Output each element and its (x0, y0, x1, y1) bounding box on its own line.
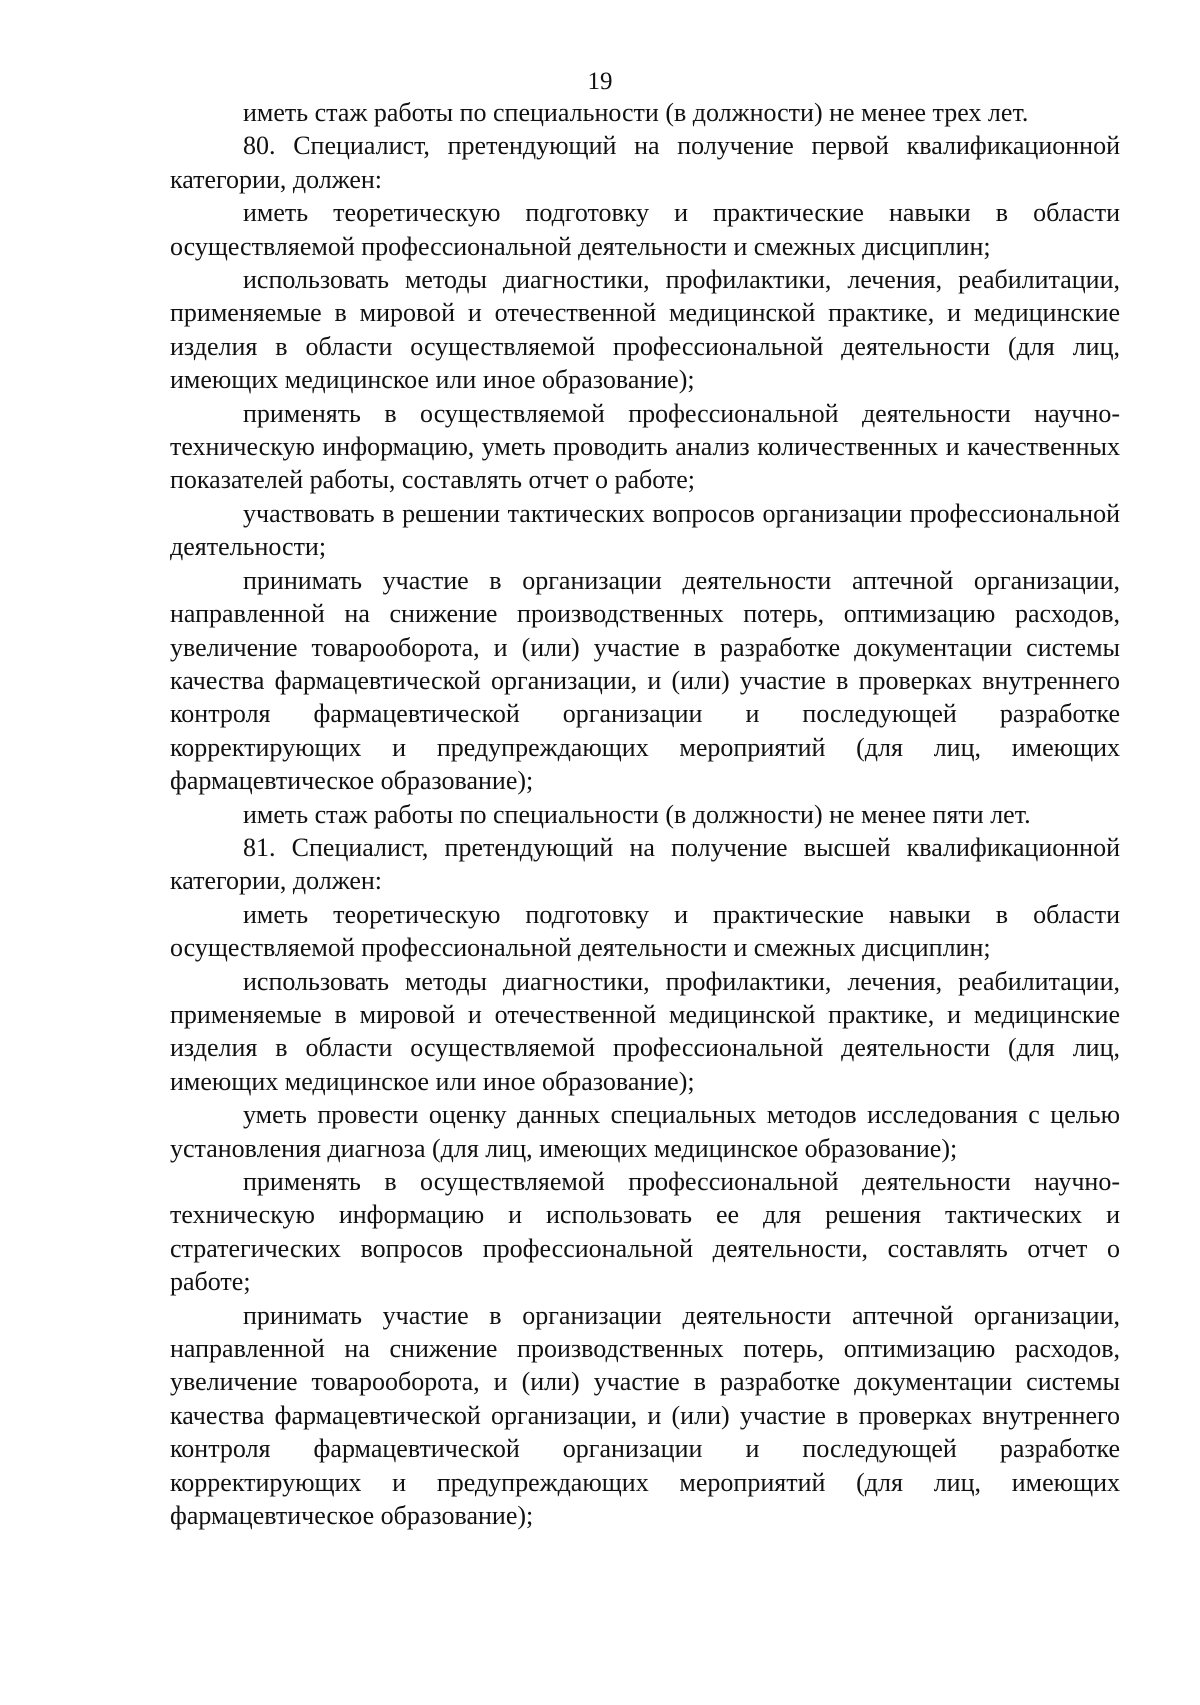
paragraph: 80. Специалист, претендующий на получение первой квалификационной категории, должен: (170, 131, 1120, 194)
paragraph: использовать методы диагностики, профилактики, лечения, реабилитации, применяемые в мировой и отечественной медицинской практике, и медицинские изделия в области осуществляемой профессиональной деятельности (для лиц, имеющих медицинское или иное образование); (170, 966, 1120, 1096)
paragraph: иметь стаж работы по специальности (в должности) не менее пяти лет. (243, 799, 1031, 829)
paragraph: участвовать в решении тактических вопросов организации профессиональной деятельности; (170, 498, 1120, 562)
paragraph: применять в осуществляемой профессиональной деятельности научно-техническую информацию, уметь проводить анализ количественных и качественных показателей работы, составлять отчет о работе; (170, 398, 1120, 495)
paragraph: использовать методы диагностики, профилактики, лечения, реабилитации, применяемые в мировой и отечественной медицинской практике, и медицинские изделия в области осуществляемой профессиональной деятельности (для лиц, имеющих медицинское или иное образование); (170, 265, 1120, 395)
paragraph: принимать участие в организации деятельности аптечной организации, направленной на снижение производственных потерь, оптимизацию расходов, увеличение товарооборота, и (или) участие в разработке документации системы качества фармацевтической организации, и (или) участие в проверках внутреннего контроля фармацевтической организации и последующей разработке корректирующих и предупреждающих мероприятий (для лиц, имеющих фармацевтическое образование); (170, 565, 1120, 796)
paragraph: 81. Специалист, претендующий на получение высшей квалификационной категории, должен: (170, 832, 1120, 896)
paragraph: применять в осуществляемой профессиональной деятельности научно-техническую информацию и использовать ее для решения тактических и стратегических вопросов профессиональной деятельности, составлять отчет о работе; (170, 1167, 1120, 1297)
paragraph: иметь теоретическую подготовку и практические навыки в области осуществляемой профессиональной деятельности и смежных дисциплин; (170, 899, 1120, 963)
paragraph: уметь провести оценку данных специальных методов исследования с целью установления диагноза (для лиц, имеющих медицинское образование); (170, 1100, 1120, 1163)
document-body (170, 96, 1120, 1532)
paragraph: иметь теоретическую подготовку и практические навыки в области осуществляемой профессиональной деятельности и смежных дисциплин; (170, 198, 1120, 261)
paragraph: принимать участие в организации деятельности аптечной организации, направленной на снижение производственных потерь, оптимизацию расходов, увеличение товарооборота, и (или) участие в разработке документации системы качества фармацевтической организации, и (или) участие в проверках внутреннего контроля фармацевтической организации и последующей разработке корректирующих и предупреждающих мероприятий (для лиц, имеющих фармацевтическое образование); (170, 1300, 1120, 1531)
page-number: 19 (587, 68, 613, 95)
paragraph: иметь стаж работы по специальности (в должности) не менее трех лет. (243, 98, 1029, 127)
